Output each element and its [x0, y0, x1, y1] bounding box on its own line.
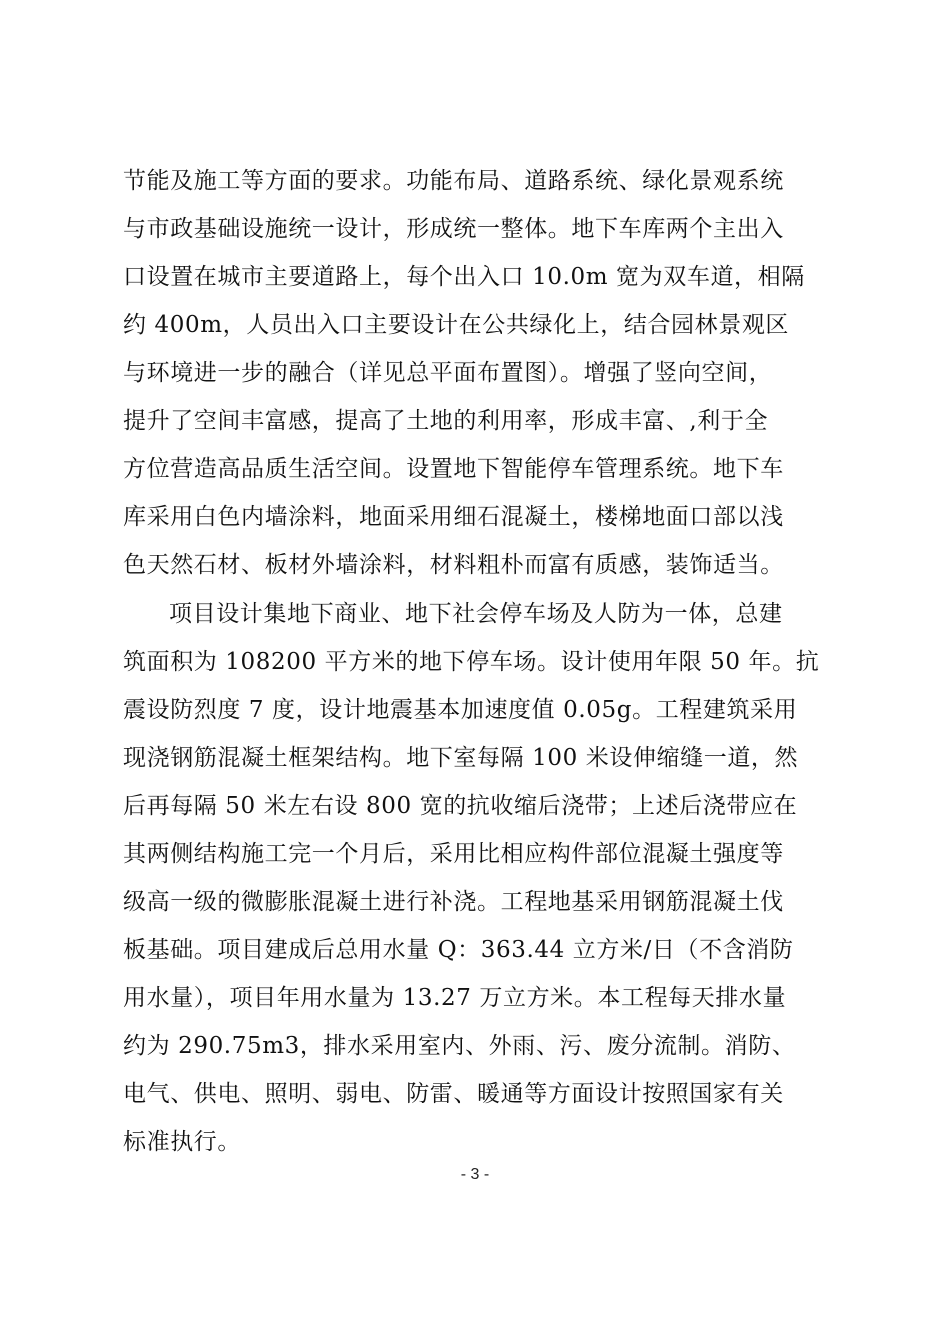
- paragraph-line: 提升了空间丰富感，提高了土地的利用率，形成丰富、,利于全: [123, 408, 769, 434]
- paragraph-line: 电气、供电、照明、弱电、防雷、暖通等方面设计按照国家有关: [123, 1081, 784, 1107]
- paragraph-line: 震设防烈度 7 度，设计地震基本加速度值 0.05g。工程建筑采用: [123, 697, 798, 723]
- paragraph-line: 方位营造高品质生活空间。设置地下智能停车管理系统。地下车: [123, 456, 784, 482]
- paragraph-line: 板基础。项目建成后总用水量 Q：363.44 立方米/日（不含消防: [123, 937, 794, 963]
- paragraph-line: 后再每隔 50 米左右设 800 宽的抗收缩后浇带；上述后浇带应在: [123, 793, 798, 819]
- paragraph-line: 约 400m，人员出入口主要设计在公共绿化上，结合园林景观区: [123, 312, 790, 338]
- paragraph-line: 筑面积为 108200 平方米的地下停车场。设计使用年限 50 年。抗: [123, 649, 820, 675]
- paragraph-line: 用水量），项目年用水量为 13.27 万立方米。本工程每天排水量: [123, 985, 787, 1011]
- paragraph-line: 现浇钢筋混凝土框架结构。地下室每隔 100 米设伸缩缝一道，然: [123, 745, 799, 771]
- paragraph-line: 口设置在城市主要道路上，每个出入口 10.0m 宽为双车道，相隔: [123, 264, 805, 290]
- paragraph-line: 库采用白色内墙涂料，地面采用细石混凝土，楼梯地面口部以浅: [123, 504, 784, 530]
- page-number: - 3 -: [460, 1166, 490, 1183]
- paragraph-line: 其两侧结构施工完一个月后，采用比相应构件部位混凝土强度等: [123, 841, 784, 867]
- paragraph-line: 与市政基础设施统一设计，形成统一整体。地下车库两个主出入: [123, 216, 784, 242]
- paragraph-line: 色天然石材、板材外墙涂料，材料粗朴而富有质感，装饰适当。: [123, 552, 784, 578]
- paragraph-line: 级高一级的微膨胀混凝土进行补浇。工程地基采用钢筋混凝土伐: [123, 889, 784, 915]
- paragraph-line: 与环境进一步的融合（详见总平面布置图）。增强了竖向空间，: [123, 360, 773, 386]
- paragraph-line: 项目设计集地下商业、地下社会停车场及人防为一体，总建: [169, 601, 783, 627]
- paragraph-line: 节能及施工等方面的要求。功能布局、道路系统、绿化景观系统: [123, 168, 784, 194]
- paragraph-line: 约为 290.75m3，排水采用室内、外雨、污、废分流制。消防、: [123, 1033, 796, 1059]
- paragraph-line: 标准执行。: [123, 1129, 241, 1155]
- paragraph-project-overview: [123, 590, 835, 1166]
- paragraph-design-layout: [123, 157, 835, 589]
